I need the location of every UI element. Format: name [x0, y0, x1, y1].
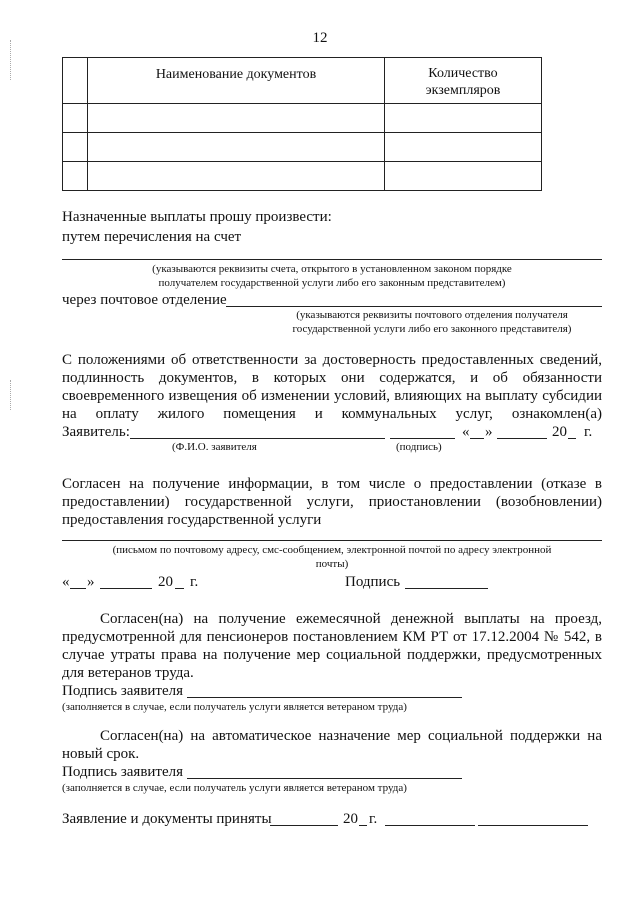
table-header-name: Наименование документов: [88, 58, 385, 104]
table-cell[interactable]: [88, 162, 385, 191]
applicant-name-field[interactable]: [130, 438, 385, 439]
table-cell[interactable]: [88, 104, 385, 133]
table-header-index: [63, 58, 88, 104]
date-year-suffix: г.: [584, 424, 593, 440]
page-number: 12: [312, 30, 328, 46]
account-hint-line-2: получателем государственной услуги либо его законным представителем): [158, 277, 506, 289]
fio-hint: (Ф.И.О. заявителя: [172, 441, 257, 453]
date-open-quote: «: [462, 424, 470, 440]
post-office-field[interactable]: [226, 306, 602, 307]
responsibility-line-4: на оплату жилого помещения и коммунальных услуг, ознакомлен(а): [62, 406, 602, 422]
consent-info-line-1: Согласен на получение информации, в том числе о предоставлении (отказе в: [62, 476, 602, 492]
consent-travel-line-4: для ветеранов труда.: [62, 665, 194, 681]
post-hint-line-2: государственной услуги либо его законного представителя): [292, 323, 572, 335]
table-cell[interactable]: [88, 133, 385, 162]
consent-date-year-prefix: 20: [158, 574, 173, 590]
date-month-field[interactable]: [497, 438, 547, 439]
consent-date-day-field[interactable]: [70, 588, 86, 589]
responsibility-line-1: С положениями об ответственности за достоверность предоставленных сведений,: [62, 352, 602, 368]
accepted-name-field[interactable]: [478, 825, 588, 826]
table-row: [63, 162, 542, 191]
table-cell[interactable]: [63, 162, 88, 191]
table-cell[interactable]: [63, 104, 88, 133]
table-cell[interactable]: [385, 162, 542, 191]
account-hint-line-1: (указываются реквизиты счета, открытого в установленном законом порядке: [152, 263, 512, 275]
date-day-field[interactable]: [470, 438, 484, 439]
consent-date-year-field[interactable]: [175, 588, 184, 589]
consent-travel-hint: (заполняется в случае, если получатель услуги является ветераном труда): [62, 701, 407, 713]
consent-travel-signature-field[interactable]: [187, 697, 462, 698]
accepted-year-prefix: 20: [343, 811, 358, 827]
consent-auto-line-1: Согласен(на) на автоматическое назначение мер социальной поддержки на: [100, 728, 602, 744]
post-hint-line-1: (указываются реквизиты почтового отделения получателя: [296, 309, 568, 321]
consent-date-open-quote: «: [62, 574, 70, 590]
responsibility-line-3: своевременного извещения об изменении условий, влияющих на выплату субсидии: [62, 388, 602, 404]
consent-travel-signature-label: Подпись заявителя: [62, 683, 184, 699]
payments-intro: Назначенные выплаты прошу произвести:: [62, 209, 332, 225]
date-year-field[interactable]: [568, 438, 576, 439]
margin-mark-top: [10, 40, 11, 80]
accepted-year-suffix: г.: [369, 811, 378, 827]
payments-by-transfer: путем перечисления на счет: [62, 229, 242, 245]
account-details-field[interactable]: [62, 259, 602, 260]
table-header-count-label: Количество экземпляров: [425, 66, 501, 98]
accepted-year-field[interactable]: [359, 825, 367, 826]
consent-info-method-field[interactable]: [62, 540, 602, 541]
table-header-count: [385, 58, 542, 104]
table-row: [63, 104, 542, 133]
responsibility-line-2: подлинность документов, в которых они содержатся, и об обязанности: [62, 370, 602, 386]
consent-travel-line-3: случае утраты права на получение мер социальной поддержки, предусмотренных: [62, 647, 602, 663]
consent-auto-signature-field[interactable]: [187, 778, 462, 779]
consent-info-hint-1: (письмом по почтовому адресу, смс-сообщением, электронной почтой по адресу электронной: [112, 544, 552, 556]
accepted-label: Заявление и документы приняты: [62, 811, 272, 827]
consent-info-hint-2: почты): [315, 558, 349, 570]
accepted-date-field[interactable]: [270, 825, 338, 826]
consent-date-year-suffix: г.: [190, 574, 199, 590]
margin-mark-bottom: [10, 380, 11, 410]
applicant-label: Заявитель:: [62, 424, 130, 440]
applicant-signature-field[interactable]: [390, 438, 455, 439]
consent-travel-line-1: Согласен(на) на получение ежемесячной денежной выплаты на проезд,: [100, 611, 602, 627]
date-close-quote: »: [485, 424, 493, 440]
documents-table: [62, 57, 542, 191]
table-cell[interactable]: [385, 133, 542, 162]
date-year-prefix: 20: [552, 424, 567, 440]
consent-info-line-3: предоставления государственной услуги: [62, 512, 322, 528]
consent-signature-field[interactable]: [405, 588, 488, 589]
consent-auto-line-2: новый срок.: [62, 746, 140, 762]
table-cell[interactable]: [385, 104, 542, 133]
consent-signature-label: Подпись: [345, 574, 401, 590]
payments-via-post: через почтовое отделение: [62, 292, 227, 308]
consent-date-close-quote: »: [87, 574, 95, 590]
consent-travel-line-2: предусмотренной для пенсионеров постановлением КМ РТ от 17.12.2004 № 542, в: [62, 629, 602, 645]
consent-info-line-2: предоставлении) государственной услуги, приостановлении (возобновлении): [62, 494, 602, 510]
consent-auto-hint: (заполняется в случае, если получатель услуги является ветераном труда): [62, 782, 407, 794]
accepted-signature-field[interactable]: [385, 825, 475, 826]
signature-hint: (подпись): [396, 441, 442, 453]
table-cell[interactable]: [63, 133, 88, 162]
consent-date-month-field[interactable]: [100, 588, 152, 589]
consent-auto-signature-label: Подпись заявителя: [62, 764, 184, 780]
table-row: [63, 133, 542, 162]
